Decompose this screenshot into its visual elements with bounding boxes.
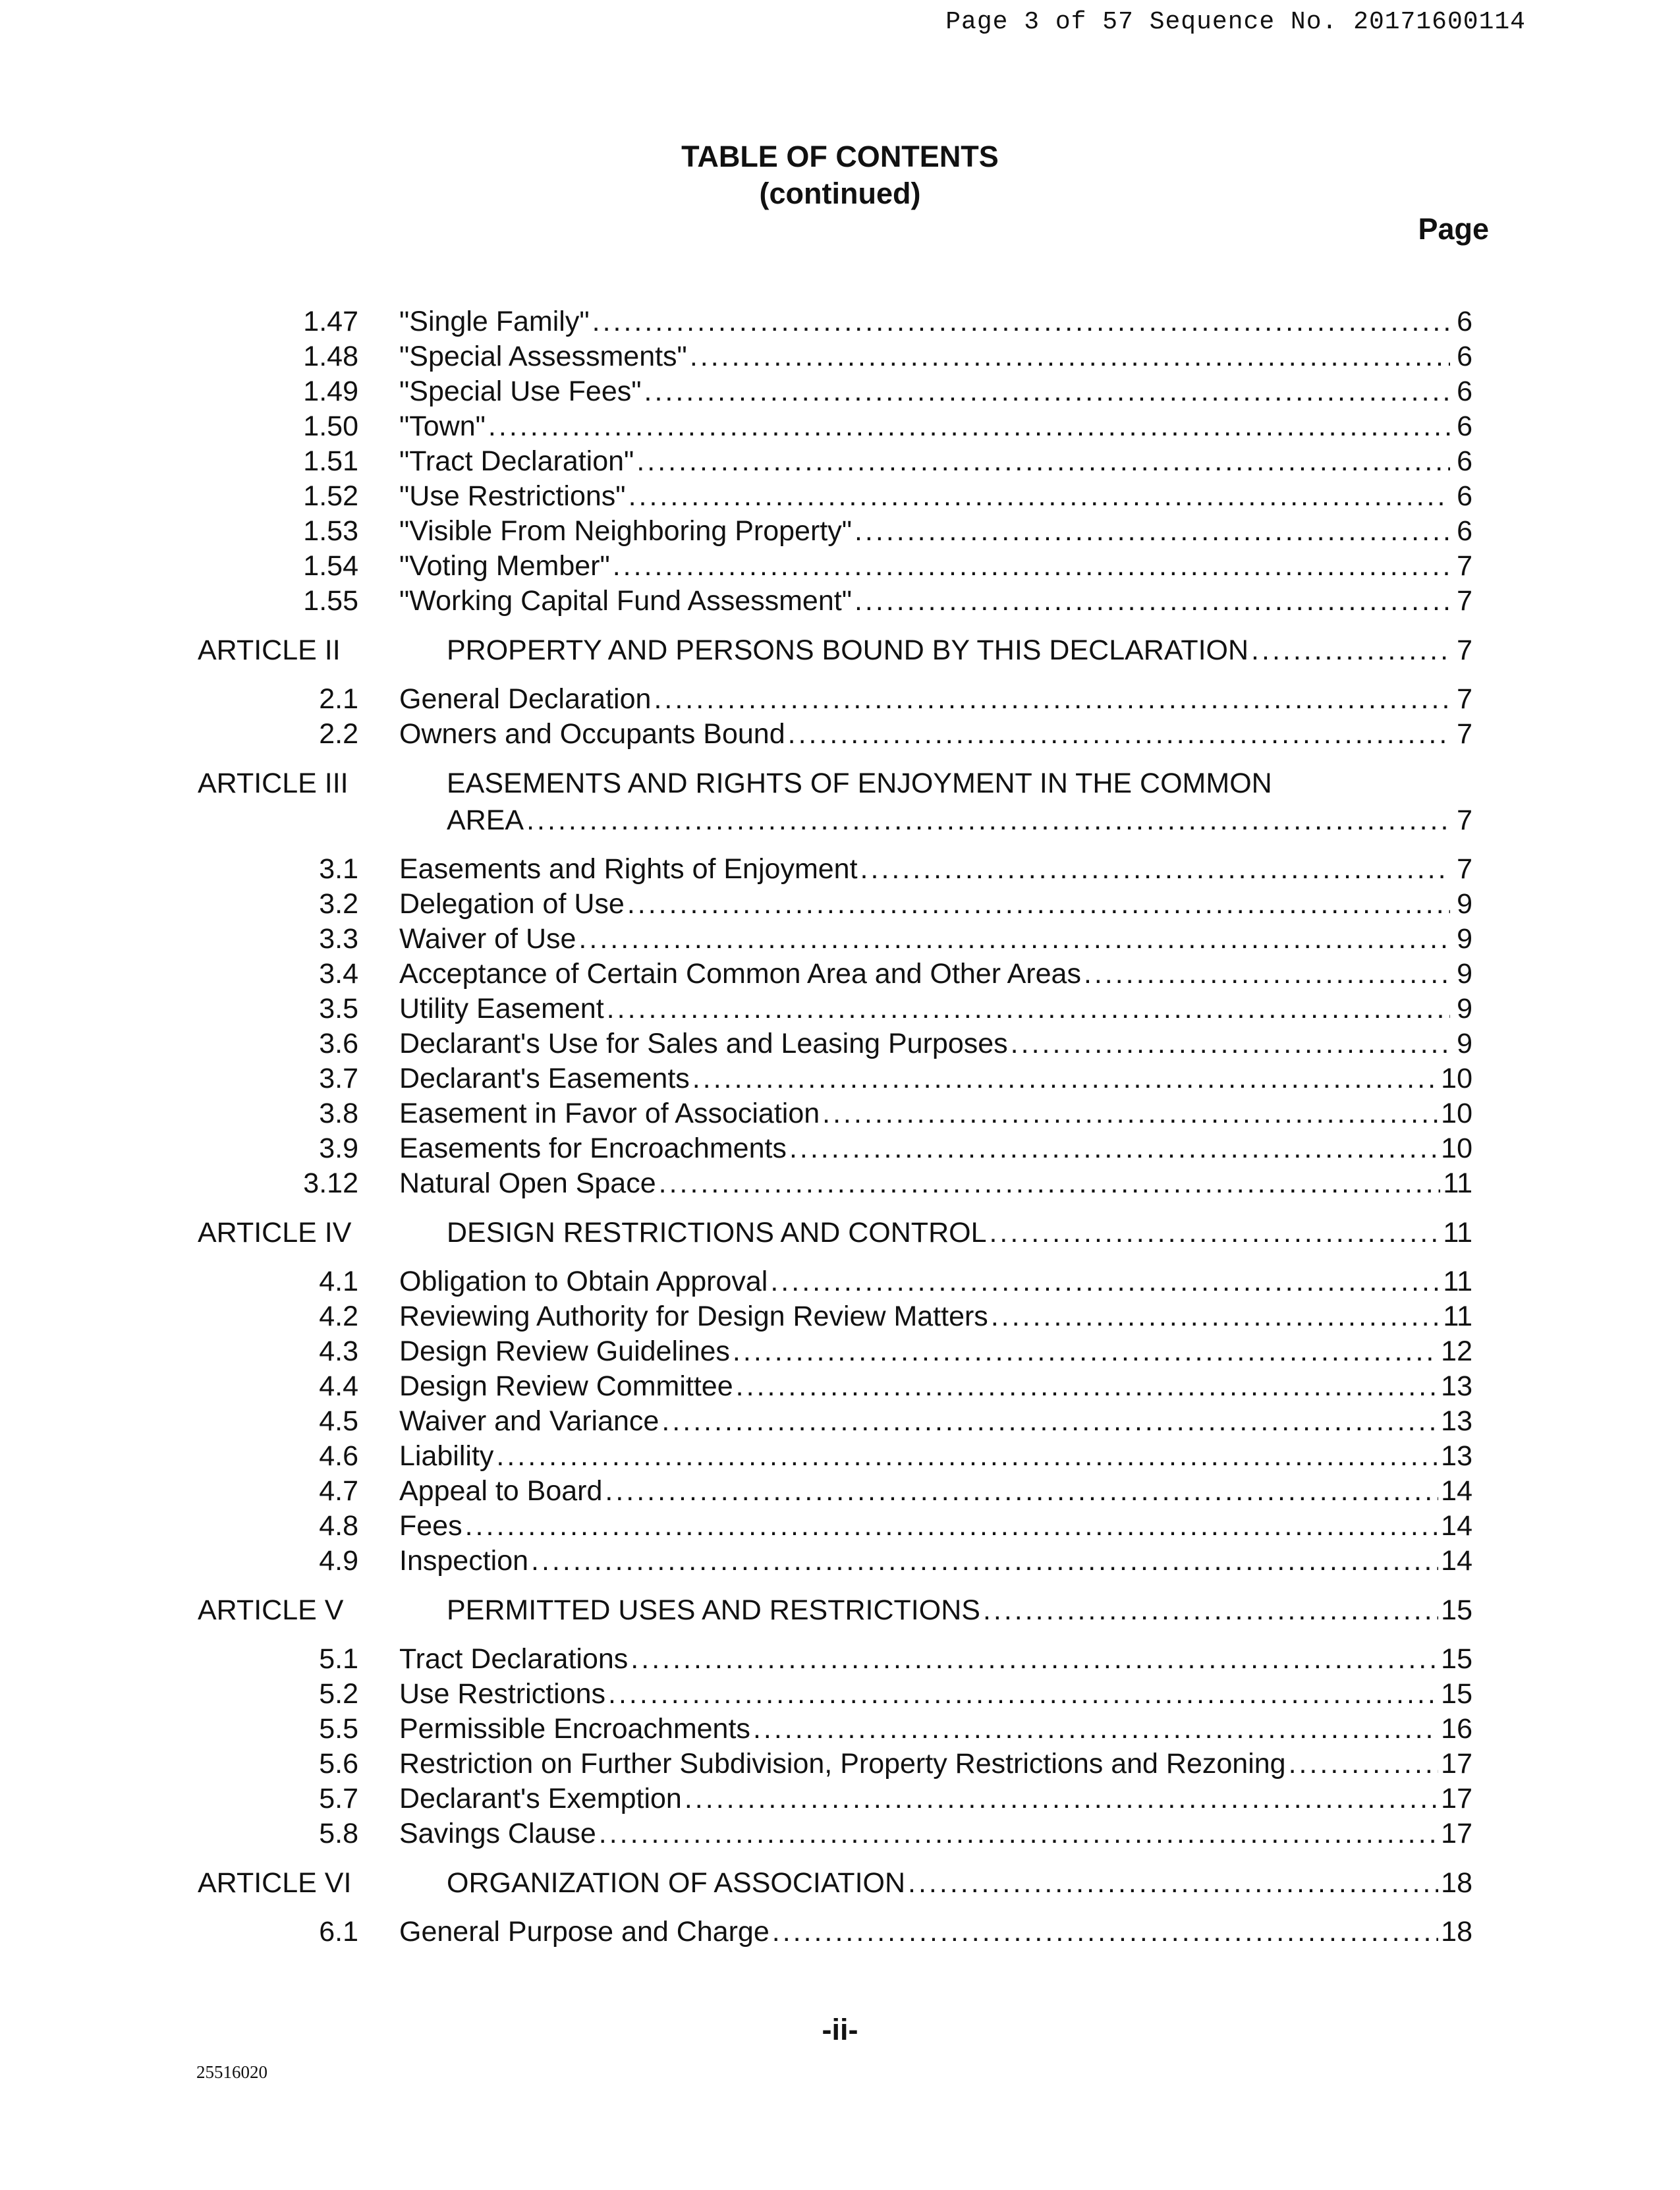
toc-section-row <box>198 1131 1472 1166</box>
dot-leader <box>654 682 1450 717</box>
toc-section-row <box>198 852 1472 887</box>
dot-leader <box>685 1782 1438 1816</box>
section-title: Permissible Encroachments <box>399 1713 750 1745</box>
section-number: 5.2 <box>319 1678 358 1710</box>
toc-section-row <box>198 1369 1472 1404</box>
toc-section-row <box>198 1712 1472 1747</box>
toc-section-row <box>198 514 1472 549</box>
section-number: 1.48 <box>303 341 358 372</box>
page-number: 16 <box>1441 1713 1472 1745</box>
section-number: 4.7 <box>319 1475 358 1507</box>
toc-section-row <box>198 1334 1472 1369</box>
page-number: 13 <box>1441 1405 1472 1437</box>
section-title: Easement in Favor of Association <box>399 1098 820 1129</box>
section-title: Declarant's Easements <box>399 1063 690 1094</box>
section-title: Easements and Rights of Enjoyment <box>399 853 858 885</box>
section-number: 6.1 <box>319 1916 358 1948</box>
section-title: "Special Assessments" <box>399 341 687 372</box>
page-number: 17 <box>1441 1818 1472 1849</box>
toc-section-row <box>198 887 1472 922</box>
page-number: 9 <box>1457 888 1472 920</box>
toc-section-row <box>198 1264 1472 1299</box>
section-number: 3.5 <box>319 993 358 1025</box>
section-number: 4.9 <box>319 1545 358 1577</box>
dot-leader <box>1251 632 1450 669</box>
dot-leader <box>496 1439 1438 1474</box>
page-number: 18 <box>1441 1867 1472 1899</box>
toc-title <box>0 138 1680 212</box>
section-number: 3.9 <box>319 1133 358 1164</box>
dot-leader <box>629 479 1450 514</box>
dot-leader <box>1084 957 1450 992</box>
dot-leader <box>860 852 1450 887</box>
page-number: 7 <box>1457 804 1472 836</box>
section-number: 3.4 <box>319 958 358 990</box>
dot-leader <box>753 1712 1438 1747</box>
dot-leader <box>733 1334 1438 1369</box>
toc-article-row <box>198 632 1472 669</box>
section-title: Declarant's Exemption <box>399 1783 682 1814</box>
toc-section-row <box>198 304 1472 339</box>
dot-leader <box>822 1096 1438 1131</box>
dot-leader <box>599 1816 1438 1851</box>
toc-section-row <box>198 992 1472 1026</box>
section-title: Savings Clause <box>399 1818 596 1849</box>
article-label: ARTICLE IV <box>198 1217 352 1249</box>
page-number: 11 <box>1443 1301 1472 1332</box>
page-number: 15 <box>1441 1594 1472 1626</box>
page-number: 7 <box>1457 550 1472 582</box>
article-title: PERMITTED USES AND RESTRICTIONS <box>447 1594 980 1626</box>
toc-section-row <box>198 1677 1472 1712</box>
toc-list <box>198 304 1472 1950</box>
dot-leader <box>488 409 1450 444</box>
page-number: 9 <box>1457 958 1472 990</box>
section-number: 3.7 <box>319 1063 358 1094</box>
toc-section-row <box>198 1642 1472 1677</box>
section-title: Fees <box>399 1510 462 1542</box>
section-number: 4.3 <box>319 1335 358 1367</box>
dot-leader <box>526 802 1450 839</box>
page-number: 7 <box>1457 718 1472 750</box>
article-label: ARTICLE III <box>198 768 349 799</box>
article-label: ARTICLE V <box>198 1594 344 1626</box>
dot-leader <box>578 922 1450 957</box>
toc-section-row <box>198 339 1472 374</box>
section-title: Utility Easement <box>399 993 604 1025</box>
page-number: 6 <box>1457 306 1472 337</box>
toc-article-row <box>198 765 1472 802</box>
section-number: 5.5 <box>319 1713 358 1745</box>
article-label: ARTICLE II <box>198 634 341 666</box>
toc-section-row <box>198 1474 1472 1509</box>
toc-section-row <box>198 584 1472 619</box>
page-number: 9 <box>1457 923 1472 955</box>
page-number: 17 <box>1441 1783 1472 1814</box>
section-title: Design Review Committee <box>399 1370 733 1402</box>
article-title: ORGANIZATION OF ASSOCIATION <box>447 1867 906 1899</box>
page-number: 10 <box>1441 1063 1472 1094</box>
dot-leader <box>854 584 1450 619</box>
section-number: 5.8 <box>319 1818 358 1849</box>
article-title: PROPERTY AND PERSONS BOUND BY THIS DECLARATION <box>447 634 1249 666</box>
section-title: Restriction on Further Subdivision, Property Restrictions and Rezoning <box>399 1748 1286 1780</box>
section-title: "Visible From Neighboring Property" <box>399 515 852 547</box>
section-number: 5.7 <box>319 1783 358 1814</box>
page-number: 17 <box>1441 1748 1472 1780</box>
toc-section-row <box>198 1096 1472 1131</box>
section-number: 1.50 <box>303 410 358 442</box>
dot-leader <box>659 1166 1441 1201</box>
section-title: Inspection <box>399 1545 529 1577</box>
section-title: Liability <box>399 1440 494 1472</box>
toc-section-row <box>198 1915 1472 1950</box>
section-title: Waiver of Use <box>399 923 576 955</box>
section-title: Delegation of Use <box>399 888 625 920</box>
dot-leader <box>991 1299 1441 1334</box>
section-number: 2.2 <box>319 718 358 750</box>
dot-leader <box>854 514 1450 549</box>
page-number: 13 <box>1441 1440 1472 1472</box>
page-number: 11 <box>1443 1167 1472 1199</box>
toc-section-row <box>198 1061 1472 1096</box>
dot-leader <box>627 887 1450 922</box>
section-number: 3.3 <box>319 923 358 955</box>
section-number: 4.8 <box>319 1510 358 1542</box>
dot-leader <box>788 717 1450 752</box>
toc-section-row <box>198 479 1472 514</box>
toc-heading: TABLE OF CONTENTS <box>681 140 999 173</box>
section-title: Acceptance of Certain Common Area and Other Areas <box>399 958 1081 990</box>
section-title: Waiver and Variance <box>399 1405 659 1437</box>
dot-leader <box>1011 1026 1450 1061</box>
page-number: 6 <box>1457 341 1472 372</box>
section-title: General Purpose and Charge <box>399 1916 770 1948</box>
article-title: AREA <box>447 804 524 836</box>
toc-section-row <box>198 922 1472 957</box>
dot-leader <box>908 1865 1438 1901</box>
section-title: Natural Open Space <box>399 1167 656 1199</box>
section-number: 4.6 <box>319 1440 358 1472</box>
page-number: 6 <box>1457 515 1472 547</box>
toc-section-row <box>198 682 1472 717</box>
section-title: Obligation to Obtain Approval <box>399 1266 768 1297</box>
dot-leader <box>983 1592 1438 1629</box>
section-title: "Tract Declaration" <box>399 445 634 477</box>
toc-continued: (continued) <box>759 177 921 210</box>
page-number: 10 <box>1441 1098 1472 1129</box>
section-number: 4.5 <box>319 1405 358 1437</box>
page-number: 13 <box>1441 1370 1472 1402</box>
dot-leader <box>636 444 1450 479</box>
section-title: Reviewing Authority for Design Review Matters <box>399 1301 988 1332</box>
toc-article-row-continued <box>198 802 1472 839</box>
page-number: 7 <box>1457 683 1472 715</box>
toc-article-row <box>198 1592 1472 1629</box>
toc-section-row <box>198 1299 1472 1334</box>
section-number: 3.6 <box>319 1028 358 1059</box>
section-title: General Declaration <box>399 683 652 715</box>
section-number: 1.54 <box>303 550 358 582</box>
dot-leader <box>644 374 1450 409</box>
page-number: 6 <box>1457 445 1472 477</box>
article-title: DESIGN RESTRICTIONS AND CONTROL <box>447 1217 987 1249</box>
toc-section-row <box>198 1782 1472 1816</box>
dot-leader <box>692 1061 1438 1096</box>
page-number: 10 <box>1441 1133 1472 1164</box>
toc-section-row <box>198 549 1472 584</box>
page-number: 18 <box>1441 1916 1472 1948</box>
page-number: 11 <box>1443 1217 1472 1249</box>
section-title: "Working Capital Fund Assessment" <box>399 585 852 617</box>
dot-leader <box>770 1264 1440 1299</box>
toc-section-row <box>198 374 1472 409</box>
section-title: Declarant's Use for Sales and Leasing Purposes <box>399 1028 1008 1059</box>
section-number: 4.2 <box>319 1301 358 1332</box>
toc-article-row <box>198 1865 1472 1901</box>
page-number: 14 <box>1441 1475 1472 1507</box>
section-title: Easements for Encroachments <box>399 1133 787 1164</box>
dot-leader <box>531 1544 1438 1579</box>
toc-section-row <box>198 1166 1472 1201</box>
toc-section-row <box>198 409 1472 444</box>
page-number: 7 <box>1457 853 1472 885</box>
dot-leader <box>630 1642 1438 1677</box>
section-title: Design Review Guidelines <box>399 1335 730 1367</box>
section-number: 1.55 <box>303 585 358 617</box>
toc-section-row <box>198 1544 1472 1579</box>
toc-section-row <box>198 1747 1472 1782</box>
dot-leader <box>592 304 1450 339</box>
dot-leader <box>607 992 1450 1026</box>
page-number: 14 <box>1441 1510 1472 1542</box>
dot-leader <box>989 1214 1440 1251</box>
toc-article-row <box>198 1214 1472 1251</box>
document-number: 25516020 <box>196 2062 267 2082</box>
page-number: 6 <box>1457 376 1472 407</box>
page-number: 7 <box>1457 634 1472 666</box>
section-number: 3.1 <box>319 853 358 885</box>
page-column-label: Page <box>1418 212 1489 246</box>
article-title: EASEMENTS AND RIGHTS OF ENJOYMENT IN THE COMMON <box>447 768 1272 799</box>
section-number: 3.12 <box>303 1167 358 1199</box>
section-number: 1.47 <box>303 306 358 337</box>
section-number: 3.2 <box>319 888 358 920</box>
section-number: 1.49 <box>303 376 358 407</box>
toc-section-row <box>198 957 1472 992</box>
sequence-header: Page 3 of 57 Sequence No. 20171600114 <box>945 8 1526 36</box>
section-title: "Town" <box>399 410 486 442</box>
section-number: 5.6 <box>319 1748 358 1780</box>
toc-section-row <box>198 1439 1472 1474</box>
section-title: "Use Restrictions" <box>399 480 626 512</box>
section-number: 3.8 <box>319 1098 358 1129</box>
dot-leader <box>1289 1747 1439 1782</box>
dot-leader <box>789 1131 1438 1166</box>
section-number: 4.1 <box>319 1266 358 1297</box>
dot-leader <box>608 1677 1438 1712</box>
section-title: Owners and Occupants Bound <box>399 718 785 750</box>
dot-leader <box>736 1369 1439 1404</box>
toc-section-row <box>198 444 1472 479</box>
page-number: 7 <box>1457 585 1472 617</box>
section-number: 1.53 <box>303 515 358 547</box>
section-title: Appeal to Board <box>399 1475 603 1507</box>
page-folio: -ii- <box>822 2013 858 2046</box>
section-number: 4.4 <box>319 1370 358 1402</box>
section-title: "Special Use Fees" <box>399 376 642 407</box>
dot-leader <box>661 1404 1438 1439</box>
page-number: 15 <box>1441 1678 1472 1710</box>
article-label: ARTICLE VI <box>198 1867 352 1899</box>
section-number: 5.1 <box>319 1643 358 1675</box>
dot-leader <box>465 1509 1439 1544</box>
page-number: 12 <box>1441 1335 1472 1367</box>
page-number: 9 <box>1457 1028 1472 1059</box>
page-number: 11 <box>1443 1266 1472 1297</box>
page-number: 15 <box>1441 1643 1472 1675</box>
section-number: 2.1 <box>319 683 358 715</box>
toc-section-row <box>198 1404 1472 1439</box>
toc-section-row <box>198 1509 1472 1544</box>
page-number: 6 <box>1457 480 1472 512</box>
section-title: Tract Declarations <box>399 1643 629 1675</box>
toc-section-row <box>198 717 1472 752</box>
toc-section-row <box>198 1026 1472 1061</box>
section-title: Use Restrictions <box>399 1678 606 1710</box>
dot-leader <box>613 549 1450 584</box>
section-number: 1.52 <box>303 480 358 512</box>
page-number: 9 <box>1457 993 1472 1025</box>
page-number: 14 <box>1441 1545 1472 1577</box>
dot-leader <box>605 1474 1438 1509</box>
section-number: 1.51 <box>303 445 358 477</box>
section-title: "Single Family" <box>399 306 590 337</box>
dot-leader <box>772 1915 1438 1950</box>
section-title: "Voting Member" <box>399 550 610 582</box>
page-number: 6 <box>1457 410 1472 442</box>
dot-leader <box>690 339 1450 374</box>
toc-section-row <box>198 1816 1472 1851</box>
